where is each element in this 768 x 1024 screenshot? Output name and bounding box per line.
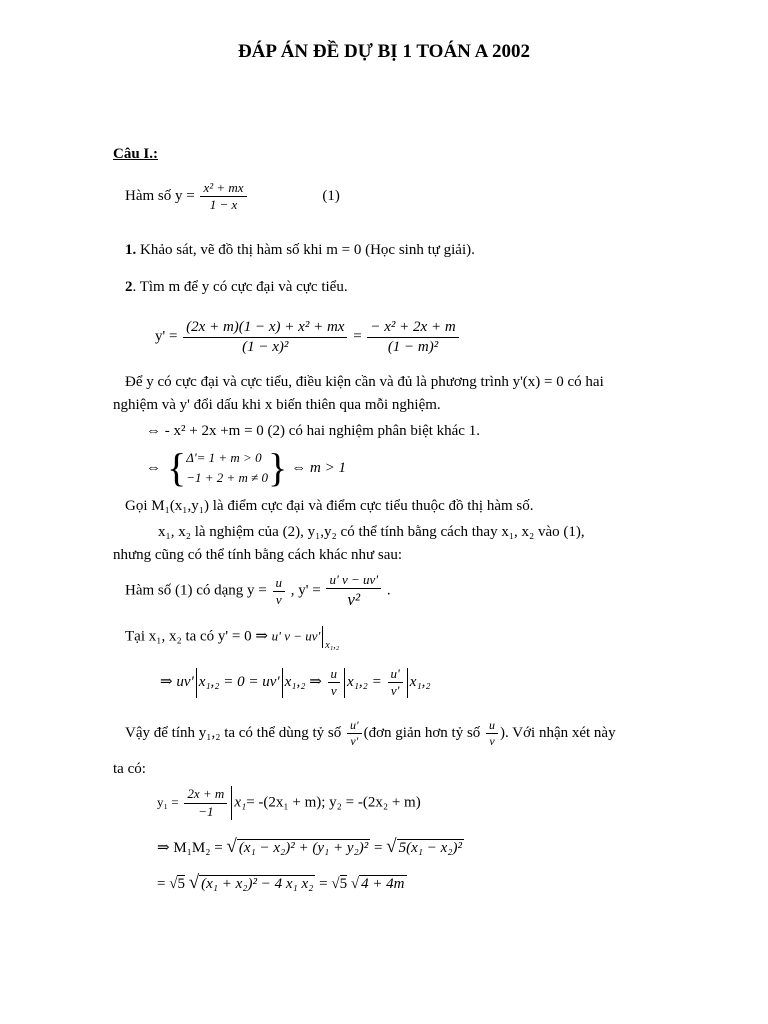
- ratio-v: v: [486, 733, 498, 749]
- chain-fraction-uv: [328, 666, 341, 700]
- function-denominator: 1 − x: [200, 196, 246, 213]
- derivative-lhs: y' =: [155, 328, 178, 345]
- roots-subscript: x₁,₂: [325, 640, 340, 652]
- y1-fraction: [184, 786, 227, 820]
- form-derivative-denominator: v²: [326, 588, 381, 610]
- system-of-conditions: [146, 445, 346, 490]
- left-brace: {: [167, 445, 187, 490]
- item-2: [125, 278, 348, 296]
- ratio-fraction-derivatives: [347, 718, 362, 749]
- paragraph-condition-line-1: Để y có cực đại và cực tiểu, điều kiện cần và đủ là phương trình y'(x) = 0 có hai: [125, 374, 604, 390]
- implication-chain: [160, 666, 431, 700]
- ratio-text-b: (đơn giản hơn tỷ số: [363, 724, 481, 741]
- derivative-formula: [155, 318, 461, 357]
- chain-part-a: ⇒ uv': [160, 674, 194, 691]
- roots-expression: u' v − uv': [271, 628, 321, 644]
- function-numerator: x² + mx: [203, 180, 244, 195]
- sqrt-sign-5: √: [331, 876, 340, 892]
- distance-formula-1: [157, 836, 464, 859]
- paragraph-ratio-line-2: ta có:: [113, 761, 146, 777]
- chain-part-d: x₁,₂ =: [347, 674, 382, 691]
- y1-subscript: x₁: [234, 794, 247, 811]
- derivative-denominator-1: (1 − x)²: [183, 337, 347, 357]
- ratio-u: u: [489, 718, 496, 732]
- item-2-number: 2: [125, 279, 133, 295]
- form-mid: , y' =: [290, 582, 321, 599]
- derivative-denominator-2: (1 − m)²: [367, 337, 458, 357]
- derivative-fraction-1: [183, 318, 347, 357]
- system-line-2: −1 + 2 + m ≠ 0: [186, 470, 269, 485]
- ratio-v-prime: v': [347, 733, 362, 749]
- function-definition: [125, 180, 340, 214]
- radicand-2: 5(x₁ − x₂)²: [398, 840, 462, 856]
- evaluation-bar: [322, 626, 323, 648]
- function-prefix: Hàm số y =: [125, 188, 195, 205]
- form-v: v: [273, 591, 286, 608]
- chain-fraction-derivatives: [388, 666, 403, 700]
- item-2-text: . Tìm m để y có cực đại và cực tiểu.: [132, 279, 348, 295]
- evaluation-bar: [282, 668, 283, 698]
- item-1-text: Khảo sát, vẽ đồ thị hàm số khi m = 0 (Học sinh tự giải).: [140, 242, 475, 258]
- system-lines: [186, 448, 268, 488]
- form-prefix: Hàm số (1) có dạng y =: [125, 582, 267, 599]
- radicand-3: (x₁ + x₂)² − 4 x₁ x₂: [201, 876, 314, 892]
- derivative-equals: =: [353, 328, 362, 345]
- form-u: u: [275, 574, 283, 590]
- distance-lhs: ⇒ M₁M₂ =: [157, 840, 223, 856]
- chain-part-c: x₁,₂ ⇒: [284, 674, 322, 691]
- distance-2-lhs: =: [157, 876, 166, 892]
- derivative-numerator-2: − x² + 2x + m: [370, 319, 456, 335]
- system-result: ⇔ m > 1: [291, 460, 346, 476]
- paragraph-roots-line-1: x₁, x₂ là nghiệm của (2), y₁,y₂ có thể tính bằng cách thay x₁, x₂ vào (1),: [158, 524, 585, 540]
- paragraph-ratio: [125, 718, 616, 749]
- chain-part-b: x₁,₂ = 0 = uv': [198, 674, 280, 691]
- equation-number-1: (1): [322, 188, 340, 205]
- radicand-1: (x₁ − x₂)² + (y₁ + y₂)²: [238, 840, 369, 856]
- section-heading: Câu I.:: [113, 146, 159, 162]
- function-fraction: [200, 180, 246, 214]
- ratio-fraction-uv: [486, 718, 498, 749]
- paragraph-roots-line-2: nhưng cũng có thể tính bằng cách khác như sau:: [113, 547, 403, 563]
- ratio-u-prime: u': [350, 718, 359, 732]
- evaluation-bar: [231, 786, 232, 820]
- chain-v: v: [328, 682, 341, 699]
- ratio-text-c: ). Với nhận xét này: [500, 724, 616, 741]
- sqrt-sign-4: √: [188, 872, 200, 893]
- form-fraction-derivative: [326, 572, 381, 611]
- paragraph-points: Gọi M₁(x₁,y₁) là điểm cực đại và điểm cực tiểu thuộc đồ thị hàm số.: [125, 498, 534, 514]
- sqrt-sign-3: √: [169, 876, 178, 892]
- system-arrow: ⇔: [146, 460, 161, 476]
- distance-2-equals: =: [319, 876, 328, 892]
- evaluation-bar: [344, 668, 345, 698]
- chain-part-e: x₁,₂: [409, 674, 431, 691]
- item-1: [125, 241, 475, 259]
- y1-rest: = -(2x₁ + m); y₂ = -(2x₂ + m): [246, 794, 421, 811]
- chain-u: u: [330, 666, 338, 681]
- paragraph-condition-line-2: nghiệm và y' đổi dấu khi x biến thiên qua mỗi nghiệm.: [113, 397, 441, 413]
- sqrt-5-a: 5: [177, 876, 185, 892]
- sqrt-sign-2: √: [386, 836, 397, 857]
- derivative-numerator-1: (2x + m)(1 − x) + x² + mx: [186, 319, 345, 335]
- sqrt-sign-1: √: [226, 836, 237, 857]
- y1-denominator: −1: [184, 803, 227, 820]
- derivative-fraction-2: [367, 318, 458, 357]
- evaluation-bar: [407, 668, 408, 698]
- function-form: [125, 572, 391, 611]
- distance-formula-2: [157, 872, 407, 895]
- radicand-4: 4 + 4m: [361, 876, 405, 892]
- evaluation-bar: [196, 668, 197, 698]
- item-1-number: 1.: [125, 242, 137, 258]
- right-brace: }: [268, 445, 288, 490]
- form-end: .: [386, 582, 391, 599]
- system-line-1: Δ'= 1 + m > 0: [186, 450, 262, 465]
- roots-prefix: Tại x₁, x₂ ta có y' = 0 ⇒: [125, 628, 268, 645]
- page-title: ĐÁP ÁN ĐỀ DỰ BỊ 1 TOÁN A 2002: [237, 41, 531, 62]
- ratio-text-a: Vậy để tính y₁,₂ ta có thể dùng tỷ số: [125, 724, 342, 741]
- chain-v-prime: v': [388, 682, 403, 699]
- sqrt-sign-6: √: [350, 876, 360, 892]
- sqrt-5-b: 5: [339, 876, 348, 892]
- form-fraction-uv: [273, 575, 286, 609]
- y1-lhs: y₁ =: [157, 794, 179, 810]
- distance-equals: =: [373, 840, 383, 856]
- y1-numerator: 2x + m: [187, 786, 225, 802]
- condition-at-roots: [125, 626, 340, 652]
- equivalence-1: ⇔ - x² + 2x +m = 0 (2) có hai nghiệm phân biệt khác 1.: [146, 423, 480, 439]
- y1-formula: [157, 786, 421, 820]
- form-derivative-numerator: u' v − uv': [329, 572, 379, 587]
- chain-u-prime: u': [390, 666, 400, 681]
